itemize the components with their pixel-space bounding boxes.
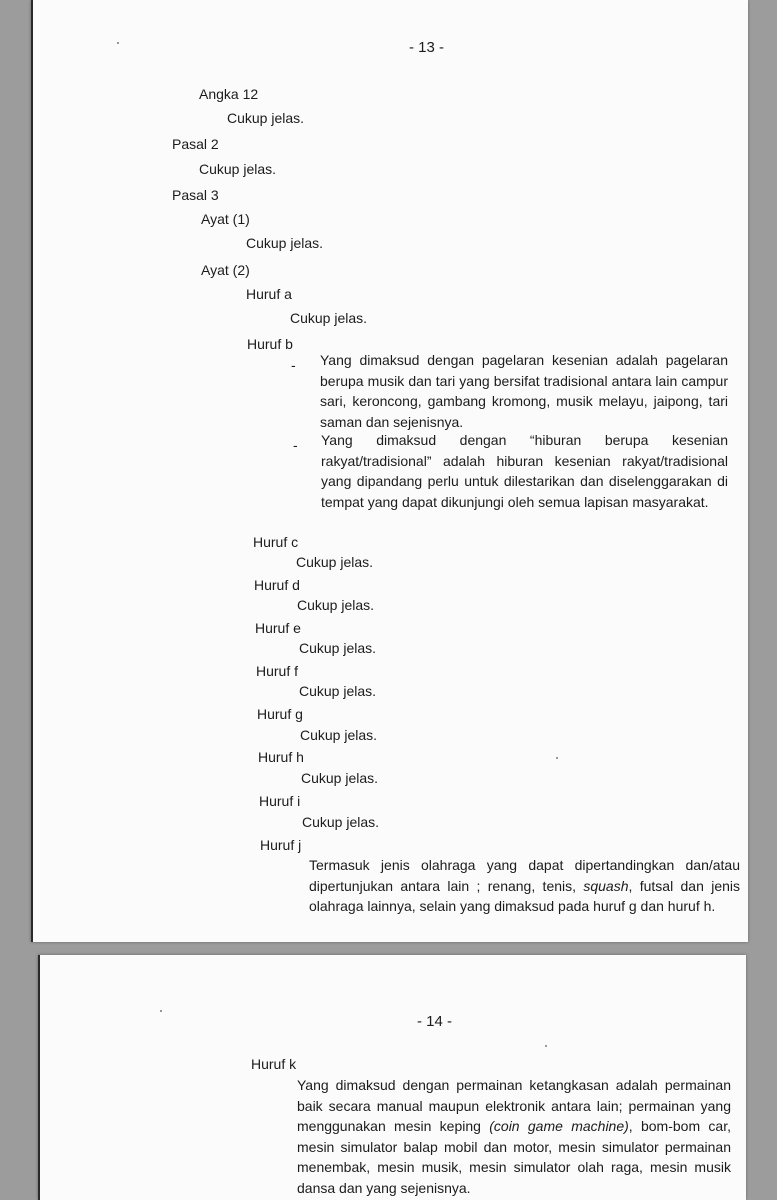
document-page-13 [31,0,748,942]
page-number: - 13 - [409,39,445,56]
scan-speck [160,1010,162,1012]
huruf-d-heading: Huruf d [254,577,300,593]
ayat-2-heading: Ayat (2) [201,262,250,278]
huruf-g-heading: Huruf g [257,706,303,722]
huruf-k-heading: Huruf k [251,1056,297,1072]
pasal-3-heading: Pasal 3 [172,187,219,203]
pasal-2-heading: Pasal 2 [172,136,219,152]
huruf-i-text: Cukup jelas. [302,814,380,830]
huruf-g-text: Cukup jelas. [300,727,378,743]
huruf-b-item-1: Yang dimaksud dengan pagelaran kesenian adalah pagelaran berupa musik dan tari yang bersifat tradisional antara lain campur sari, keroncong, gambang kromong, musik melayu, jaipong, tari saman dan sejenisnya. [320,352,728,430]
huruf-d-text: Cukup jelas. [297,597,375,613]
huruf-a-text: Cukup jelas. [290,310,368,326]
huruf-i-heading: Huruf i [259,793,301,809]
document-page-14 [38,955,746,1200]
huruf-c-text: Cukup jelas. [296,554,374,570]
page-number: - 14 - [417,1013,453,1030]
huruf-j-heading: Huruf j [260,837,302,853]
huruf-j-text: Termasuk jenis olahraga yang dapat dipertandingkan dan/atau dipertunjukan antara lain ; renang, tenis, squash, futsal dan jenis olahraga lainnya, selain yang dimaksud pada huruf g dan huruf h. [309,857,740,914]
huruf-k-text: Yang dimaksud dengan permainan ketangkasan adalah permainan baik secara manual maupun elektronik antara lain; permainan yang menggunakan mesin keping (coin game machine), bom-bom car, mesin simulator balap mobil dan motor, mesin simulator permainan menembak, mesin musik, mesin simulator olah raga, mesin musik dansa dan yang sejenisnya. [297,1077,731,1196]
huruf-h-heading: Huruf h [258,749,304,765]
huruf-f-text: Cukup jelas. [299,683,377,699]
angka-12-text: Cukup jelas. [227,110,305,126]
ayat-1-heading: Ayat (1) [201,211,250,227]
huruf-a-heading: Huruf a [246,286,292,302]
huruf-e-heading: Huruf e [255,620,301,636]
ayat-1-text: Cukup jelas. [246,235,324,251]
pasal-2-text: Cukup jelas. [199,161,277,177]
huruf-h-text: Cukup jelas. [301,770,379,786]
scan-speck [545,1045,547,1047]
huruf-f-heading: Huruf f [256,663,299,679]
bullet-dash: - [291,357,296,373]
bullet-dash: - [293,437,298,453]
huruf-c-heading: Huruf c [253,534,299,550]
huruf-e-text: Cukup jelas. [299,640,377,656]
huruf-b-heading: Huruf b [247,336,293,352]
angka-12-heading: Angka 12 [199,86,259,102]
scan-speck [117,42,119,44]
huruf-b-item-2: Yang dimaksud dengan “hiburan berupa kesenian rakyat/tradisional” adalah hiburan kesenian rakyat/tradisional yang dipandang perlu untuk dilestarikan dan diselenggarakan di tempat yang dapat dikunjungi oleh semua lapisan masyarakat. [321,432,728,510]
scan-speck [556,757,558,759]
